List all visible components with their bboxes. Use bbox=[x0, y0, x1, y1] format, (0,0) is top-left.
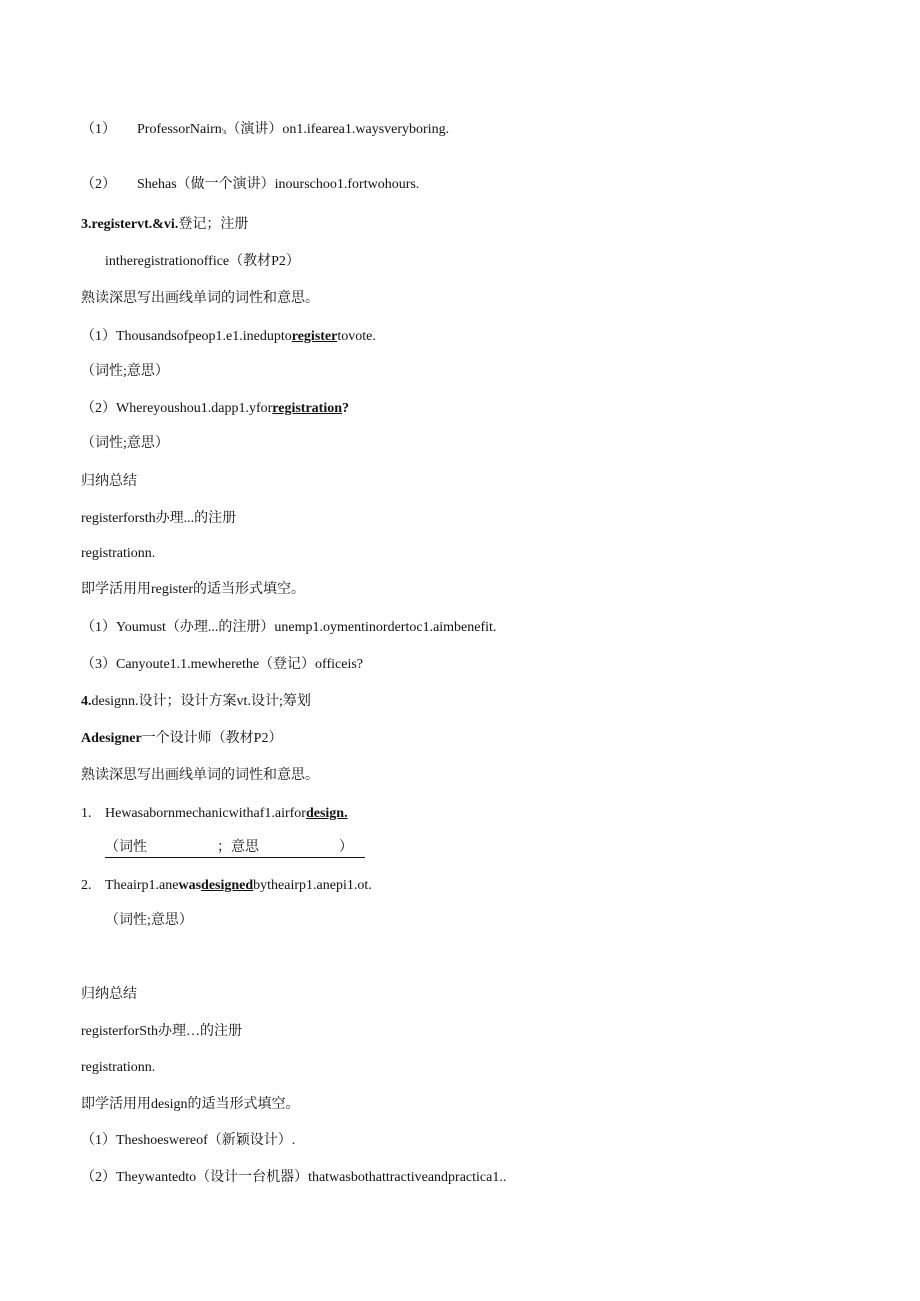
summary-item: registrationn. bbox=[81, 1060, 156, 1075]
underlined-word: registration bbox=[272, 401, 343, 416]
instruction: 熟读深思写出画线单词的词性和意思。 bbox=[81, 768, 319, 783]
answer-blank-underlined bbox=[105, 839, 365, 858]
sentence-part: Theshoeswereof（新颖设计）. bbox=[116, 1133, 296, 1148]
sentence-part: Theywantedto（设计一台机器）thatwasbothattractiveandpractica1.. bbox=[116, 1170, 507, 1185]
fill-blank-exercise: （3）Canyoute1.1.mewherethe（登记）officeis? bbox=[81, 657, 364, 672]
item-number: （2） bbox=[81, 1170, 116, 1185]
blank-label: （词性 bbox=[105, 840, 147, 855]
section-heading-design bbox=[81, 693, 311, 711]
summary-item: registerforsth办理...的注册 bbox=[81, 511, 237, 526]
example-sentence bbox=[81, 877, 372, 895]
exercise-1-line bbox=[81, 121, 449, 141]
heading-meaning: 登记；注册 bbox=[178, 217, 249, 232]
example-sentence bbox=[81, 328, 376, 346]
possessive-mark: 's bbox=[221, 127, 227, 136]
fill-blank-exercise: （1）Youmust（办理...的注册）unemp1.oymentinordertoc1.aimbenefit. bbox=[81, 620, 497, 635]
fill-blank-exercise bbox=[81, 1132, 295, 1150]
instruction: 即学活用用design的适当形式填空。 bbox=[81, 1097, 300, 1112]
fill-blank-exercise bbox=[81, 1169, 506, 1187]
example-sentence bbox=[81, 400, 349, 418]
sentence-part: Theairp1.ane bbox=[105, 878, 179, 893]
underlined-word: design. bbox=[305, 806, 348, 821]
sentence-part: Shehas（做一个演讲）inourschoo1.fortwohours. bbox=[137, 177, 420, 192]
underlined-word: designed bbox=[201, 878, 254, 893]
sentence-part: Hewasabornmechanicwithaf1.airfor bbox=[105, 806, 306, 821]
example-sentence bbox=[81, 805, 348, 823]
summary-item: registerforSth办理…的注册 bbox=[81, 1024, 242, 1039]
list-number: 2. bbox=[81, 878, 92, 893]
instruction: 熟读深思写出画线单词的词性和意思。 bbox=[81, 291, 319, 306]
sentence-part: （2）Whereyoushou1.dapp1.yfor bbox=[81, 401, 273, 416]
item-number: （2） bbox=[81, 177, 116, 192]
blank-label: ） bbox=[339, 840, 353, 855]
exercise-2-line bbox=[81, 176, 419, 194]
summary-heading: 归纳总结 bbox=[81, 987, 137, 1002]
instruction: 即学活用用register的适当形式填空。 bbox=[81, 582, 305, 597]
sentence-part: ? bbox=[342, 401, 350, 416]
bold-word: was bbox=[178, 878, 202, 893]
answer-blank: （词性;意思） bbox=[105, 913, 193, 928]
phrase-meaning: 一个设计师（教材P2） bbox=[141, 731, 283, 746]
section-heading-register bbox=[81, 216, 248, 234]
sentence-part: tovote. bbox=[337, 329, 376, 344]
textbook-phrase: intheregistrationoffice（教材P2） bbox=[105, 254, 300, 269]
summary-item: registrationn. bbox=[81, 546, 156, 561]
list-number: 1. bbox=[81, 806, 92, 821]
item-number: （1） bbox=[81, 122, 116, 137]
phrase-word: Adesigner bbox=[81, 731, 142, 746]
sentence-part: bytheairp1.anepi1.ot. bbox=[253, 878, 372, 893]
answer-blank: （词性;意思） bbox=[81, 364, 169, 379]
summary-heading: 归纳总结 bbox=[81, 474, 137, 489]
heading-word: 3.registervt.&vi. bbox=[81, 217, 179, 232]
sentence-part: （1）Thousandsofpeop1.e1.inedupto bbox=[81, 329, 292, 344]
sentence-part: （演讲）on1.ifearea1.waysveryboring. bbox=[226, 122, 450, 137]
answer-blank: （词性;意思） bbox=[81, 436, 169, 451]
sentence-part: ProfessorNairn bbox=[137, 122, 222, 137]
textbook-phrase bbox=[81, 730, 282, 748]
underlined-word: register bbox=[291, 329, 338, 344]
item-number: （1） bbox=[81, 1133, 116, 1148]
heading-meaning: designn.设计；设计方案vt.设计;筹划 bbox=[91, 694, 311, 709]
heading-number: 4. bbox=[81, 694, 92, 709]
blank-label: ；意思 bbox=[217, 840, 259, 855]
